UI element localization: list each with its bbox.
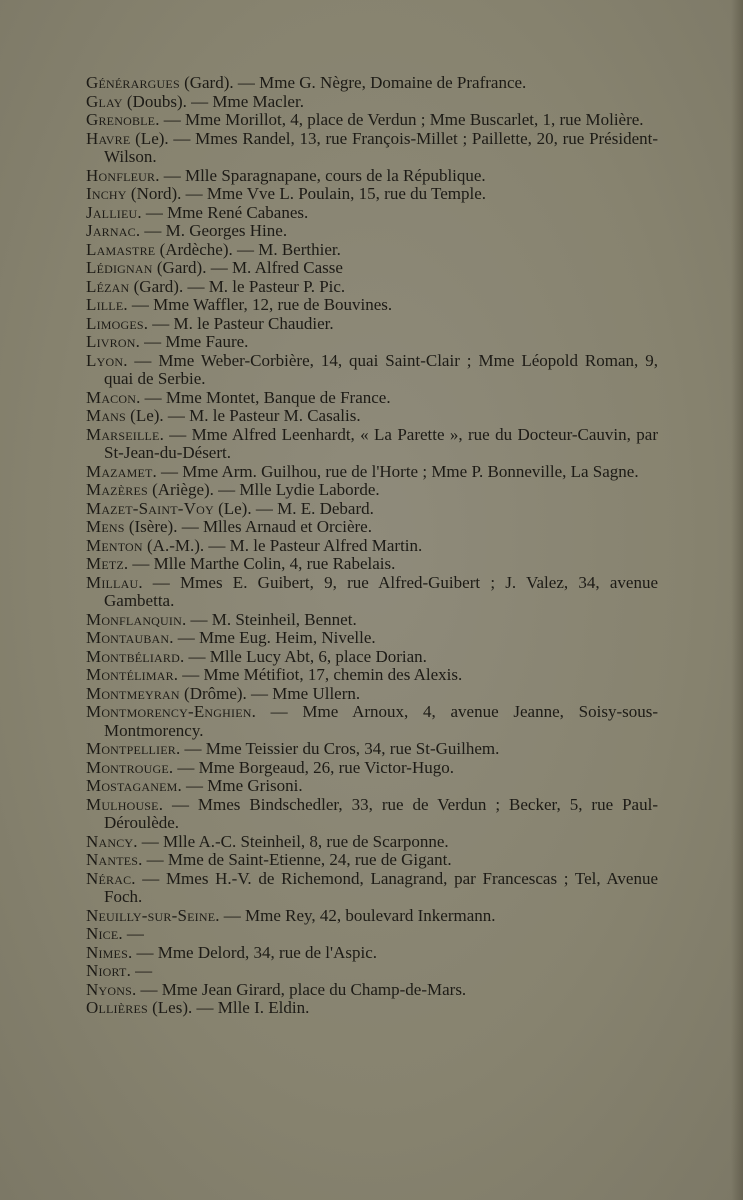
directory-entry [86,111,658,130]
entry-details: (Le). — Mmes Randel, 13, rue François-Millet ; Paillette, 20, rue Président-Wilson. [104,128,658,166]
directory-entry [86,907,658,926]
entry-details: (Drôme). — Mme Ullern. [179,683,361,703]
directory-entry [86,222,658,241]
directory-entry [86,925,658,944]
entry-place-name: Mens [86,517,125,536]
entry-place-name: Grenoble [86,110,156,129]
entry-details: . — Mme Grisoni. [177,776,303,795]
directory-entry [86,537,658,556]
entry-place-name: Lédignan [86,258,153,277]
directory-entry [86,759,658,778]
entry-details: . — Mme Weber-Corbière, 14, quai Saint-Clair ; Mme Léopold Roman, 9, quai de Serbie. [104,350,658,388]
entry-place-name: Glay [86,91,123,111]
directory-entry [86,74,658,93]
entry-details: . — Mme de Saint-Etienne, 24, rue de Gigant. [138,850,452,869]
directory-entry [86,740,658,759]
entry-details: . — M. Georges Hine. [135,221,288,240]
directory-list [86,74,658,1018]
entry-place-name: Metz [86,554,124,573]
directory-entry [86,130,658,167]
entry-details: . — Mme René Cabanes. [137,202,309,222]
entry-details: . — Mmes H.-V. de Richemond, Lanagrand, par Francescas ; Tel, Avenue Foch. [104,868,658,906]
entry-place-name: Neuilly-sur-Seine [86,905,216,925]
entry-details: . — Mlle A.-C. Steinheil, 8, rue de Scarponne. [133,831,449,851]
entry-place-name: Montpellier [86,739,176,758]
directory-entry [86,611,658,630]
directory-entry [86,796,658,833]
entry-details: . — Mme Métifiot, 17, chemin des Alexis. [173,665,463,684]
entry-place-name: Mans [86,406,126,425]
entry-place-name: Inchy [86,184,127,203]
directory-entry [86,204,658,223]
entry-details: . — Mme Borgeaud, 26, rue Victor-Hugo. [168,757,454,777]
entry-details: . — Mme Eug. Heim, Nivelle. [169,628,376,647]
entry-details: (Gard). — M. le Pasteur P. Pic. [129,276,346,296]
entry-details: (Le). — M. E. Debard. [213,498,374,518]
entry-details: . — Mmes Bindschedler, 33, rue de Verdun ; Becker, 5, rue Paul-Déroulède. [104,794,658,832]
directory-entry [86,777,658,796]
entry-details: (Gard). — M. Alfred Casse [152,258,343,277]
entry-details: . — M. le Pasteur Chaudier. [143,313,334,333]
directory-entry [86,703,658,740]
entry-place-name: Macon [86,387,137,407]
entry-place-name: Menton [86,535,143,555]
entry-place-name: Mulhouse [86,794,159,814]
directory-entry [86,500,658,519]
entry-details: . — [118,924,144,943]
entry-place-name: Montmeyran [86,683,180,703]
entry-details: . — Mme Rey, 42, boulevard Inkermann. [215,905,496,925]
entry-place-name: Livron [86,332,136,351]
entry-details: . — Mme Montet, Banque de France. [136,387,391,407]
entry-place-name: Mazet-Saint-Voy [86,498,214,518]
directory-entry [86,167,658,186]
directory-entry [86,315,658,334]
directory-entry [86,981,658,1000]
entry-details: (Isère). — Mlles Arnaud et Orcière. [124,517,372,536]
entry-details: . — Mme Delord, 34, rue de l'Aspic. [127,942,377,962]
entry-details: . — Mme Morillot, 4, place de Verdun ; Mme Buscarlet, 1, rue Molière. [155,110,644,129]
entry-details: (Ardèche). — M. Berthier. [155,239,341,259]
directory-entry [86,555,658,574]
entry-place-name: Générargues [86,73,180,92]
entry-place-name: Lamastre [86,239,156,259]
entry-details: (Ariège). — Mlle Lydie Laborde. [147,480,380,499]
entry-place-name: Ollières [86,998,148,1017]
entry-place-name: Marseille [86,424,160,444]
entry-place-name: Montmorency-Enghien [86,702,252,721]
entry-details: (Le). — M. le Pasteur M. Casalis. [125,406,361,425]
directory-entry [86,259,658,278]
entry-details: . — [126,961,153,980]
directory-entry [86,962,658,981]
entry-details: (A.-M.). — M. le Pasteur Alfred Martin. [142,535,423,555]
entry-details: . — Mlle Sparagnapane, cours de la République. [155,165,486,185]
entry-details: (Doubs). — Mme Macler. [122,91,304,111]
entry-details: . — Mme Arm. Guilhou, rue de l'Horte ; Mme P. Bonneville, La Sagne. [152,461,639,481]
directory-entry [86,426,658,463]
entry-place-name: Monflanquin [86,609,182,629]
entry-details: . — Mme Faure. [135,332,249,351]
directory-entry [86,278,658,297]
entry-place-name: Nice [86,924,119,943]
directory-entry [86,389,658,408]
directory-entry [86,666,658,685]
directory-entry [86,407,658,426]
entry-place-name: Jallieu [86,202,138,222]
directory-entry [86,685,658,704]
entry-details: . — Mmes E. Guibert, 9, rue Alfred-Guibert ; J. Valez, 34, avenue Gambetta. [104,572,658,610]
entry-details: . — Mme Alfred Leenhardt, « La Parette », rue du Docteur-Cauvin, par St-Jean-du-Désert. [104,424,658,462]
entry-place-name: Jarnac [86,221,136,240]
directory-entry [86,185,658,204]
directory-entry [86,352,658,389]
directory-entry [86,833,658,852]
entry-place-name: Lyon [86,350,124,370]
entry-place-name: Nancy [86,831,134,851]
entry-place-name: Niort [86,961,127,980]
directory-entry [86,999,658,1018]
entry-place-name: Nantes [86,850,139,869]
entry-place-name: Montauban [86,628,170,647]
entry-details: . — Mme Jean Girard, place du Champ-de-Mars. [131,979,467,999]
directory-entry [86,296,658,315]
directory-entry [86,93,658,112]
directory-entry [86,944,658,963]
entry-place-name: Montrouge [86,757,169,777]
directory-entry [86,333,658,352]
directory-entry [86,629,658,648]
entry-place-name: Millau [86,572,139,592]
entry-details: . — Mlle Lucy Abt, 6, place Dorian. [179,646,427,666]
entry-place-name: Nérac [86,868,132,888]
directory-entry [86,518,658,537]
entry-place-name: Mazamet [86,461,153,481]
directory-entry [86,851,658,870]
directory-entry [86,481,658,500]
entry-details: . — Mme Waffler, 12, rue de Bouvines. [123,295,393,314]
entry-details: (Gard). — Mme G. Nègre, Domaine de Prafrance. [179,73,527,92]
entry-details: . — Mme Arnoux, 4, avenue Jeanne, Soisy-sous-Montmorency. [104,702,658,740]
directory-entry [86,870,658,907]
entry-place-name: Nyons [86,979,132,999]
page-edge-shadow [731,0,743,1200]
entry-details: (Les). — Mlle I. Eldin. [147,998,310,1017]
directory-entry [86,648,658,667]
entry-place-name: Honfleur [86,165,156,185]
entry-place-name: Lille [86,295,124,314]
entry-place-name: Limoges [86,313,144,333]
directory-entry [86,241,658,260]
directory-entry [86,574,658,611]
entry-place-name: Lézan [86,276,130,296]
entry-place-name: Mazères [86,480,148,499]
entry-place-name: Mostaganem [86,776,178,795]
entry-details: . — Mlle Marthe Colin, 4, rue Rabelais. [123,554,396,573]
entry-details: . — Mme Teissier du Cros, 34, rue St-Guilhem. [175,739,500,758]
directory-entry [86,463,658,482]
entry-place-name: Nimes [86,942,128,962]
entry-place-name: Havre [86,128,131,148]
entry-details: (Nord). — Mme Vve L. Poulain, 15, rue du Temple. [126,184,487,203]
entry-place-name: Montélimar [86,665,174,684]
entry-details: . — M. Steinheil, Bennet. [181,609,357,629]
entry-place-name: Montbéliard [86,646,180,666]
